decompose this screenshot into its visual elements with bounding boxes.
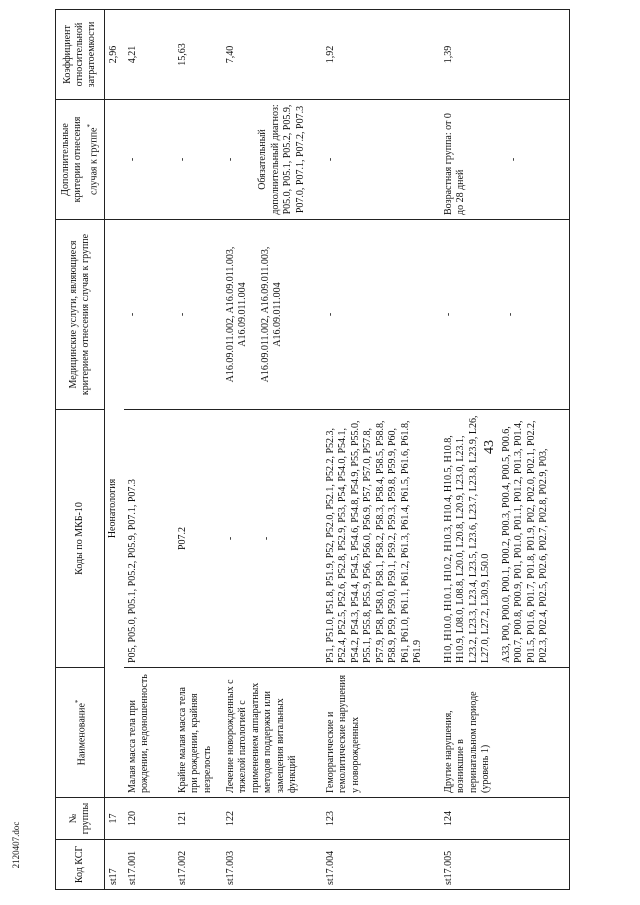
row-name: Крайне малая масса тела при рождении, крайняя незрелость: [174, 668, 222, 798]
row-extra-criteria: -: [322, 100, 440, 220]
row-code: st17.004: [322, 840, 440, 890]
table-section-row: [105, 10, 124, 890]
row-coefficient: 4,21: [124, 10, 174, 100]
rotated-table-frame: [55, 10, 625, 890]
row-services-line: A16.09.011.002, A16.09.011.003, A16.09.011.004: [224, 246, 249, 383]
row-icd-codes: P05, P05.0, P05.1, P05.2, P05.9, P07.1, P07.3: [124, 410, 174, 668]
row-services-line: -: [505, 312, 517, 317]
row-coefficient: 1,92: [322, 10, 440, 100]
row-icd-codes-line: -: [261, 536, 273, 541]
row-code: st17.002: [174, 840, 222, 890]
section-code: st17: [105, 840, 124, 890]
row-services-line: -: [442, 312, 454, 317]
row-name: Лечение новорожденных с тяжелой патологией с применением аппаратных методов поддержки или замещения витальных функций: [222, 668, 322, 798]
row-icd-codes: P07.2: [174, 410, 222, 668]
row-services: [440, 220, 570, 410]
section-extra: [105, 100, 124, 220]
table-row: [124, 10, 174, 890]
row-name: Геморрагические и гемолитические нарушения у новорожденных: [322, 668, 440, 798]
row-services: -: [174, 220, 222, 410]
row-group-number: 123: [322, 798, 440, 840]
row-services-line: A16.09.011.002, A16.09.011.003, A16.09.011.004: [259, 246, 284, 383]
header-code: Код КСГ: [56, 840, 105, 890]
row-icd-codes: [222, 410, 322, 668]
section-coefficient: 2,96: [105, 10, 124, 100]
row-coefficient: 1,39: [440, 10, 570, 100]
header-icd-codes: Коды по МКБ-10: [56, 410, 105, 668]
row-icd-codes-line: -: [224, 536, 236, 541]
document-code: 2120407.doc: [11, 821, 21, 869]
page-number: 43: [482, 440, 497, 454]
table-row: [174, 10, 222, 890]
row-icd-codes: [440, 410, 570, 668]
row-name: Малая масса тела при рождении, недоношенность: [124, 668, 174, 798]
row-icd-codes-line: H10, H10.0, H10.1, H10.2, H10.3, H10.4, H10.5, H10.8, H10.9, L08.0, L08.8, L20.0, L20.8, L20.9, L23.0, L23.1, L23.2, L23.3, L23.4, L23.5, L23.6, L23.7, L23.8, L23.9, L26, L27.0, L27.2, L30.9, L50.0: [442, 415, 492, 663]
row-name: Другие нарушения, возникшие в перинатальном периоде (уровень 1): [440, 668, 570, 798]
row-services: [222, 220, 322, 410]
row-group-number: 122: [222, 798, 322, 840]
header-services: Медицинские услуги, являющиеся критерием отнесения случая к группе: [56, 220, 105, 410]
ksg-table: [55, 9, 570, 890]
table-row: [222, 10, 322, 890]
row-extra-criteria-line: Возрастная группа: от 0 до 28 дней: [442, 113, 467, 215]
row-icd-codes-line: A33, P00, P00.0, P00.1, P00.2, P00.3, P00.4, P00.5, P00.6, P00.7, P00.8, P00.9, P01, P01.0, P01.1, P01.2, P01.3, P01.4, P01.5, P01.6, P01.7, P01.8, P01.9, P02, P02.0, P02.1, P02.2, P02.3, P02.4, P02.5, P02.6, P02.7, P02.8, P02.9, P03,: [500, 420, 550, 663]
row-coefficient: 7,40: [222, 10, 322, 100]
header-extra-criteria: Дополнительные критерии отнесения случая к группе*: [56, 100, 105, 220]
row-code: st17.005: [440, 840, 570, 890]
row-code: st17.001: [124, 840, 174, 890]
row-extra-criteria: [440, 100, 570, 220]
row-code: st17.003: [222, 840, 322, 890]
row-icd-codes: P51, P51.0, P51.8, P51.9, P52, P52.0, P52.1, P52.2, P52.3, P52.4, P52.5, P52.6, P52.8, P52.9, P53, P54, P54.0, P54.1, P54.2, P54.3, P54.4, P54.5, P54.6, P54.8, P54.9, P55, P55.0, P55.1, P55.8, P55.9, P56, P56.0, P56.9, P57, P57.0, P57.8, P57.9, P58, P58.0, P58.1, P58.2, P58.3, P58.4, P58.5, P58.8, P58.9, P59, P59.0, P59.1, P59.2, P59.3, P59.8, P59.9, P60, P61, P61.0, P61.1, P61.2, P61.3, P61.4, P61.5, P61.6, P61.8, P61.9: [322, 410, 440, 668]
header-group-number: № группы: [56, 798, 105, 840]
header-name: Наименование*: [56, 668, 105, 798]
row-coefficient: 15,63: [174, 10, 222, 100]
table-header-row: [56, 10, 105, 890]
row-extra-criteria-line: -: [224, 157, 236, 162]
row-services: -: [322, 220, 440, 410]
row-group-number: 120: [124, 798, 174, 840]
row-extra-criteria: [222, 100, 322, 220]
section-title: Неонатология: [105, 220, 124, 798]
header-coefficient: Коэффициент относительной затратоемкости: [56, 10, 105, 100]
row-extra-criteria: -: [124, 100, 174, 220]
row-group-number: 124: [440, 798, 570, 840]
row-extra-criteria-line: Обязательный дополнительный диагноз: P05.0, P05.1, P05.2, P05.9, P07.0, P07.1, P07.2, P07.3: [257, 104, 306, 215]
row-extra-criteria-line: -: [507, 157, 519, 162]
table-row: [322, 10, 440, 890]
table-row: [440, 10, 570, 890]
ksg-table-container: [55, 10, 625, 890]
row-extra-criteria: -: [174, 100, 222, 220]
row-group-number: 121: [174, 798, 222, 840]
section-group-number: 17: [105, 798, 124, 840]
row-services: -: [124, 220, 174, 410]
